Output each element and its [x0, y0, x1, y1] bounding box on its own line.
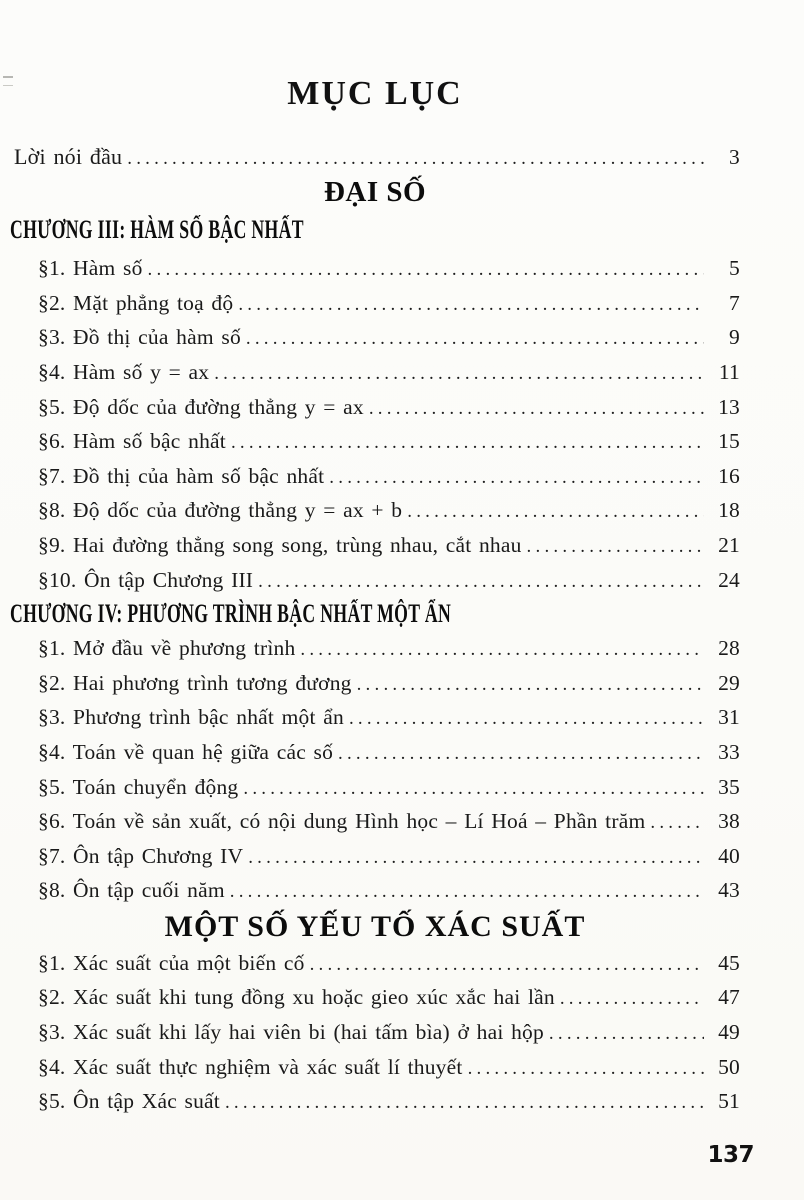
toc-entry [10, 839, 740, 874]
toc-entry [10, 631, 740, 666]
dot-leader [468, 1052, 704, 1087]
toc-entry [10, 770, 740, 805]
chapter-heading-text: CHƯƠNG IV: PHƯƠNG TRÌNH BẬC NHẤT MỘT ẨN [10, 599, 452, 629]
dot-leader [369, 392, 704, 427]
toc-entry [10, 424, 740, 459]
toc-entry-page-number: 15 [718, 429, 740, 454]
scan-artifact-mark [3, 76, 13, 86]
dot-leader [357, 668, 704, 703]
dot-leader [148, 253, 704, 288]
toc-entry-label: §3. Xác suất khi lấy hai viên bi (hai tấm bìa) ở hai hộp [38, 1020, 544, 1045]
toc-entry-label: §5. Ôn tập Xác suất [38, 1089, 220, 1114]
toc-entry [10, 563, 740, 598]
dot-leader [329, 461, 704, 496]
toc-entry-page-number: 49 [718, 1020, 740, 1045]
dot-leader [650, 806, 704, 841]
toc-entry-page-number: 7 [729, 290, 740, 315]
dot-leader [238, 288, 704, 323]
toc-entry [10, 286, 740, 321]
toc-entry [10, 251, 740, 286]
dot-leader [231, 426, 704, 461]
toc-entry-page-number: 47 [718, 985, 740, 1010]
toc-entry-page-number: 40 [718, 843, 740, 868]
toc-entry [10, 1015, 740, 1050]
toc-entry-page-number: 38 [718, 809, 740, 834]
footer-page-number: 137 [707, 1142, 754, 1168]
toc-entry-label: §8. Ôn tập cuối năm [38, 878, 225, 903]
toc-entry-label: §1. Xác suất của một biến cố [38, 950, 305, 975]
dot-leader [407, 495, 704, 530]
dot-leader [258, 565, 704, 600]
dot-leader [349, 702, 704, 737]
dot-leader [225, 1086, 704, 1121]
chapter-heading-chuong-3 [10, 209, 740, 251]
dot-leader [127, 142, 704, 177]
dot-leader [310, 948, 704, 983]
toc-entry-page-number: 33 [718, 739, 740, 764]
toc-entry-preface [10, 140, 740, 175]
toc-entry-page-number: 50 [718, 1054, 740, 1079]
toc-entry-page-number: 21 [718, 532, 740, 557]
chapter-heading-text: CHƯƠNG III: HÀM SỐ BẬC NHẤT [10, 215, 304, 245]
dot-leader [560, 982, 704, 1017]
toc-entry-page-number: 9 [729, 325, 740, 350]
toc-entry-label: §2. Hai phương trình tương đương [38, 670, 352, 695]
toc-entry [10, 493, 740, 528]
dot-leader [338, 737, 704, 772]
toc-entry-label: §7. Ôn tập Chương IV [38, 843, 244, 868]
part-heading-dai-so: ĐẠI SỐ [323, 175, 427, 208]
toc-entry-label: §1. Mở đầu về phương trình [38, 636, 296, 661]
toc-entry-page-number: 31 [718, 705, 740, 730]
toc-entry-page-number: 35 [718, 774, 740, 799]
toc-entry-label: §2. Mặt phẳng toạ độ [38, 290, 234, 315]
dot-leader [246, 322, 704, 357]
toc-entry-page-number: 18 [718, 498, 740, 523]
toc-entry-label: §6. Toán về sản xuất, có nội dung Hình học – Lí Hoá – Phần trăm [38, 809, 646, 834]
toc-entry [10, 946, 740, 981]
toc-entry-page-number: 11 [718, 359, 740, 384]
toc-entry-label: Lời nói đầu [14, 144, 123, 169]
toc-entry-page-number: 24 [718, 567, 740, 592]
toc-entry-label: §4. Toán về quan hệ giữa các số [38, 739, 334, 764]
toc-entry-page-number: 16 [718, 463, 740, 488]
toc-entry-page-number: 51 [718, 1089, 740, 1114]
toc-entry-label: §10. Ôn tập Chương III [38, 567, 254, 592]
toc-entry [10, 873, 740, 908]
dot-leader [248, 841, 704, 876]
toc-entry-page-number: 5 [729, 256, 740, 281]
dot-leader [230, 875, 704, 910]
dot-leader [214, 357, 704, 392]
toc-entry [10, 804, 740, 839]
toc-entry [10, 735, 740, 770]
dot-leader [243, 772, 704, 807]
toc-entry [10, 666, 740, 701]
toc-entry-label: §8. Độ dốc của đường thẳng y = ax + b [38, 498, 403, 523]
toc-entry-page-number: 3 [729, 145, 740, 169]
part-heading-xac-suat: MỘT SỐ YẾU TỐ XÁC SUẤT [164, 909, 586, 943]
toc-entry [10, 320, 740, 355]
toc-entry-label: §4. Xác suất thực nghiệm và xác suất lí thuyết [38, 1054, 463, 1079]
toc-entry-label: §6. Hàm số bậc nhất [38, 429, 226, 454]
toc-entry-label: §5. Toán chuyển động [38, 774, 239, 799]
toc-entry [10, 528, 740, 563]
toc-entry [10, 1084, 740, 1119]
toc-entry-page-number: 45 [718, 950, 740, 975]
toc-entry [10, 980, 740, 1015]
toc-entry [10, 390, 740, 425]
toc-entry-label: §2. Xác suất khi tung đồng xu hoặc gieo xúc xắc hai lần [38, 985, 555, 1010]
toc-entry-page-number: 43 [718, 878, 740, 903]
toc-entry [10, 700, 740, 735]
toc-entry-page-number: 28 [718, 636, 740, 661]
toc-entry-page-number: 13 [718, 394, 740, 419]
toc-entry-label: §1. Hàm số [38, 256, 143, 281]
toc-entry-label: §3. Phương trình bậc nhất một ẩn [38, 705, 344, 730]
toc-entry-label: §3. Đồ thị của hàm số [38, 325, 241, 350]
dot-leader [527, 530, 704, 565]
chapter-heading-chuong-4 [10, 597, 740, 631]
toc-entry-label: §4. Hàm số y = ax [38, 359, 210, 384]
toc-entry-page-number: 29 [718, 670, 740, 695]
toc-entry [10, 459, 740, 494]
page-title: MỤC LỤC [287, 75, 463, 112]
dot-leader [300, 633, 704, 668]
dot-leader [549, 1017, 704, 1052]
toc-entry-label: §5. Độ dốc của đường thẳng y = ax [38, 394, 364, 419]
toc-entry-label: §9. Hai đường thẳng song song, trùng nhau, cắt nhau [38, 532, 522, 557]
toc-entry-label: §7. Đồ thị của hàm số bậc nhất [38, 463, 325, 488]
toc-entry [10, 355, 740, 390]
toc-entry [10, 1050, 740, 1085]
